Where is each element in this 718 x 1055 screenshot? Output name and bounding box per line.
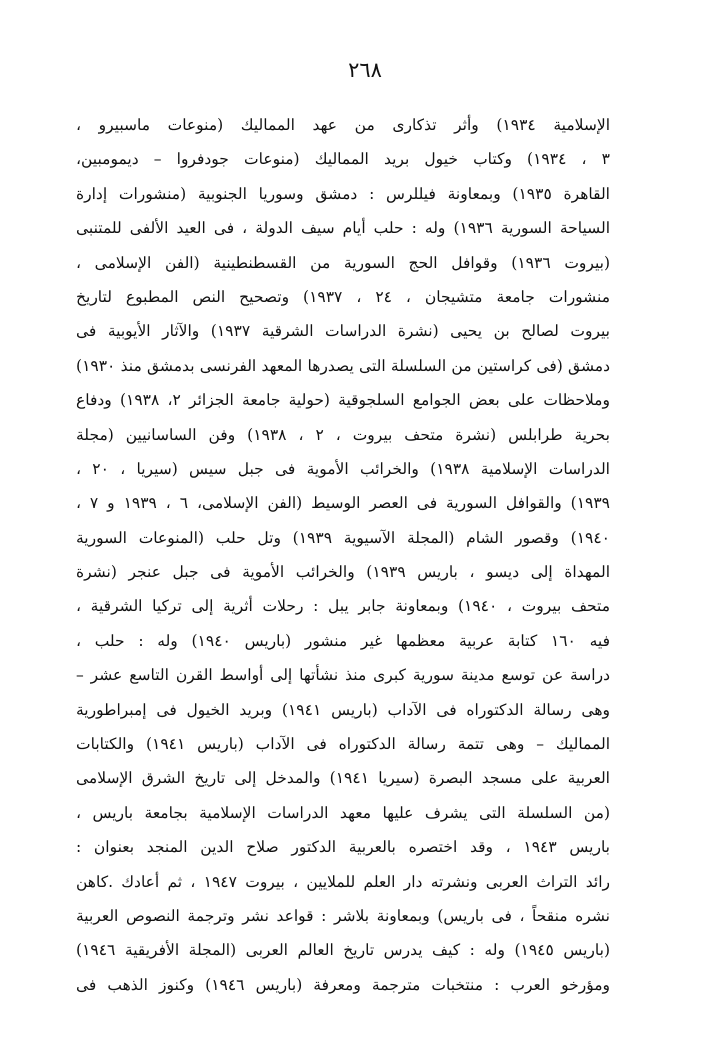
text-line: ١٩٣٩) والقوافل السورية فى العصر الوسيط (الفن الإسلامى، ٦ ، ١٩٣٩ و ٧ ، — [76, 494, 610, 513]
text-line: العربية على مسجد البصرة (سيريا ١٩٤١) والمدخل إلى تاريخ الشرق الإسلامى — [76, 769, 610, 788]
text-line: متحف بيروت ، ١٩٤٠) وبمعاونة جابر يبل : رحلات أثرية إلى تركيا الشرقية ، — [76, 597, 610, 616]
body-text — [76, 108, 610, 1002]
text-line: القاهرة ١٩٣٥) وبمعاونة فيللرس : دمشق وسوريا الجنوبية (منشورات إدارة — [76, 184, 610, 203]
text-line: رائد التراث العربى ونشرته دار العلم للملايين ، بيروت ١٩٤٧ ، ثم أعادك .كاهن — [76, 872, 610, 891]
text-line: (باريس ١٩٤٥) وله : كيف يدرس تاريخ العالم العربى (المجلة الأفريقية ١٩٤٦) — [76, 941, 610, 960]
text-line: وملاحظات على بعض الجوامع السلجوقية (حولية جامعة الجزائر ٢، ١٩٣٨) ودفاع — [76, 391, 610, 410]
text-line: باريس ١٩٤٣ ، وقد اختصره بالعربية الدكتور صلاح الدين المنجد بعنوان : — [76, 838, 610, 857]
text-line: ١٩٤٠) وقصور الشام (المجلة الآسيوية ١٩٣٩) وتل حلب (المنوعات السورية — [76, 528, 610, 547]
text-line: الإسلامية ١٩٣٤) وأثر تذكارى من عهد المماليك (منوعات ماسبيرو ، — [76, 116, 610, 134]
text-line: دراسة عن توسع مدينة سورية كبرى منذ نشأتها إلى أواسط القرن التاسع عشر – — [76, 666, 610, 685]
text-line: المماليك – وهى تتمة رسالة الدكتوراه فى الآداب (باريس ١٩٤١) والكتابات — [76, 735, 610, 754]
text-line: ومؤرخو العرب : منتخبات مترجمة ومعرفة (باريس ١٩٤٦) وكنوز الذهب فى — [76, 975, 610, 994]
text-line: (بيروت ١٩٣٦) وقوافل الحج السورية من القسطنطينية (الفن الإسلامى ، — [76, 253, 610, 272]
text-line: الدراسات الإسلامية ١٩٣٨) والخرائب الأموية فى جبل سيس (سيريا ، ٢٠ ، — [76, 459, 610, 478]
text-line: وهى رسالة الدكتوراه فى الآداب (باريس ١٩٤١) وبريد الخيول فى إمبراطورية — [76, 700, 610, 719]
text-line: منشورات جامعة متشيجان ، ٢٤ ، ١٩٣٧) وتصحيح النص المطبوع لتاريخ — [76, 287, 610, 306]
text-line: بيروت لصالح بن يحيى (نشرة الدراسات الشرقية ١٩٣٧) والآثار الأيوبية فى — [76, 322, 610, 341]
text-line: المهداة إلى ديسو ، باريس ١٩٣٩) والخرائب الأموية فى جبل عنجر (نشرة — [76, 563, 610, 582]
text-line: نشره منقحاً ، فى باريس) وبمعاونة بلاشر : قواعد نشر وترجمة النصوص العربية — [76, 906, 610, 925]
text-line: دمشق (فى كراستين من السلسلة التى يصدرها المعهد الفرنسى بدمشق منذ ١٩٣٠) — [76, 356, 610, 375]
text-line: بحرية طرابلس (نشرة متحف بيروت ، ٢ ، ١٩٣٨) وفن الساسانيين (مجلة — [76, 425, 610, 444]
text-line: السياحة السورية ١٩٣٦) وله : حلب أيام سيف الدولة ، فى العيد الألفى للمتنبى — [76, 219, 610, 238]
page-number: ٢٦٨ — [348, 58, 382, 82]
text-line: فيه ١٦٠ كتابة عربية معظمها غير منشور (باريس ١٩٤٠) وله : حلب ، — [76, 631, 610, 650]
text-line: ٣ ، ١٩٣٤) وكتاب خيول بريد المماليك (منوعات جودفروا – ديمومبين، — [76, 150, 610, 169]
text-line: (من السلسلة التى يشرف عليها معهد الدراسات الإسلامية بجامعة باريس ، — [76, 803, 610, 822]
